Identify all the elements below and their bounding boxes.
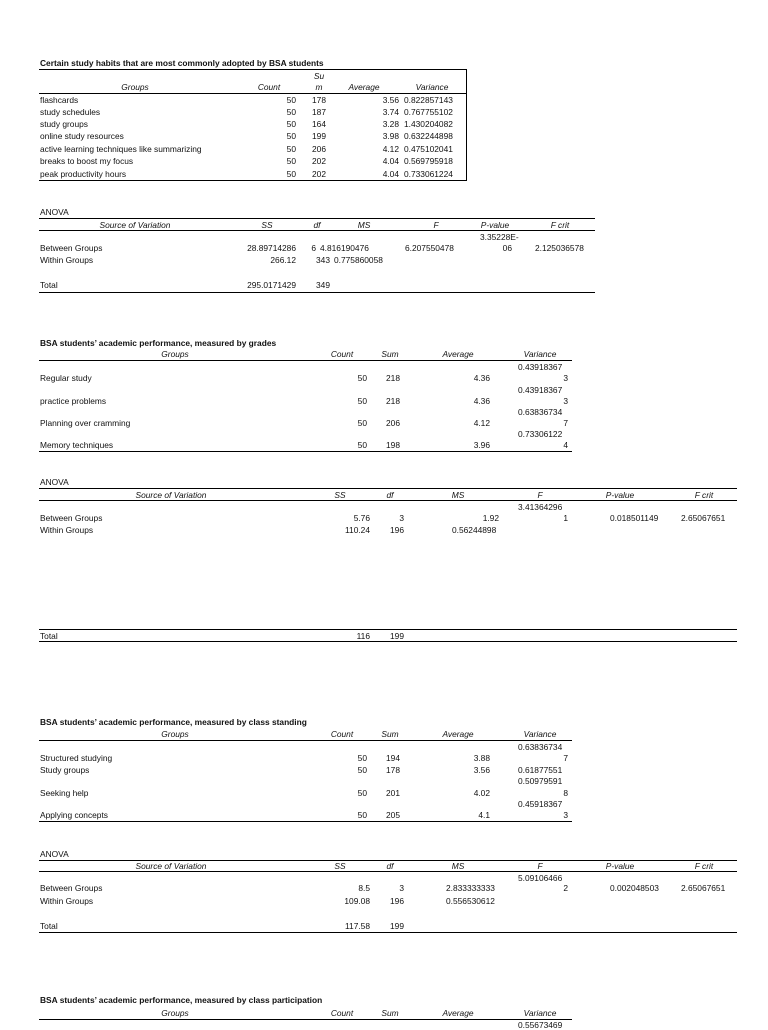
t2-bottom-rule <box>39 451 572 452</box>
t1-row-count: 50 <box>286 107 296 117</box>
a3-within-ms: 0.556530612 <box>446 896 495 906</box>
t1-row-variance: 0.767755102 <box>404 107 453 117</box>
t1-row-average: 4.04 <box>382 169 399 179</box>
t2-header-groups: Groups <box>161 349 189 359</box>
a3-between-df: 3 <box>399 883 404 893</box>
t4-header-average: Average <box>442 1008 474 1018</box>
a1-header-source: Source of Variation <box>99 220 171 230</box>
t1-bottom-rule <box>39 180 467 181</box>
t2-title: BSA students’ academic performance, measured by grades <box>40 338 277 348</box>
t2-row-group: Regular study <box>40 373 92 383</box>
t2-row-variance-part2: 7 <box>563 418 568 428</box>
t2-row-average: 3.96 <box>473 440 490 450</box>
t1-row-variance: 0.569795918 <box>404 156 453 166</box>
a2-header-rule <box>39 500 737 501</box>
a3-total-ss: 117.58 <box>345 921 370 931</box>
a2-header-pvalue: P-value <box>605 490 635 500</box>
t1-row-variance: 1.430204082 <box>404 119 453 129</box>
t2-row-sum: 218 <box>386 373 400 383</box>
t2-row-variance-part2: 4 <box>563 440 568 450</box>
t3-row-group: Study groups <box>40 765 90 775</box>
t1-row-average: 4.12 <box>382 144 399 154</box>
t1-row-sum: 206 <box>312 144 326 154</box>
a2-total-top-rule <box>39 629 737 630</box>
a3-total-label: Total <box>40 921 58 931</box>
t3-row-count: 50 <box>357 810 367 820</box>
t3-header-count: Count <box>330 729 354 739</box>
t2-row-average: 4.36 <box>473 373 490 383</box>
t1-row-group: flashcards <box>40 95 79 105</box>
t3-bottom-rule <box>39 821 572 822</box>
t2-row-variance-part1: 0.63836734 <box>518 407 563 417</box>
a3-header-f: F <box>537 861 543 871</box>
a1-bottom-rule <box>39 292 595 293</box>
t2-row-variance-part2: 3 <box>563 396 568 406</box>
t2-row-count: 50 <box>357 418 367 428</box>
t3-header-variance: Variance <box>523 729 557 739</box>
t1-row-group: breaks to boost my focus <box>40 156 134 166</box>
t2-row-variance-part1: 0.73306122 <box>518 429 563 439</box>
t3-row-group: Structured studying <box>40 753 113 763</box>
t4-header-sum: Sum <box>381 1008 399 1018</box>
a2-total-df: 199 <box>390 631 404 641</box>
t3-row-count: 50 <box>357 753 367 763</box>
t4-header-count: Count <box>330 1008 354 1018</box>
a2-between-label: Between Groups <box>40 513 103 523</box>
a1-between-ms: 4.816190476 <box>320 243 369 253</box>
a1-header-ss: SS <box>261 220 273 230</box>
t3-row-sum: 205 <box>386 810 400 820</box>
t2-header-average: Average <box>442 349 474 359</box>
t3-row-group: Seeking help <box>40 788 89 798</box>
a3-header-ms: MS <box>451 861 465 871</box>
a2-header-ss: SS <box>334 490 346 500</box>
t1-top-rule <box>39 69 467 70</box>
t2-row-variance-part1: 0.43918367 <box>518 385 563 395</box>
t2-row-average: 4.12 <box>473 418 490 428</box>
a1-between-fcrit: 2.125036578 <box>535 243 584 253</box>
a3-header-ss: SS <box>334 861 346 871</box>
t2-row-variance-part1: 0.43918367 <box>518 362 563 372</box>
t4-header-groups: Groups <box>161 1008 189 1018</box>
t2-header-sum: Sum <box>381 349 399 359</box>
a3-between-ms: 2.833333333 <box>446 883 495 893</box>
t1-header-rule <box>39 93 467 94</box>
a2-within-ms: 0.56244898 <box>452 525 497 535</box>
t1-row-variance: 0.733061224 <box>404 169 453 179</box>
t3-variance-line: 3 <box>563 810 568 820</box>
t3-row-count: 50 <box>357 765 367 775</box>
a2-top-rule <box>39 488 737 489</box>
a2-between-ss: 5.76 <box>353 513 370 523</box>
a1-header-f: F <box>433 220 439 230</box>
a3-header-fcrit: F crit <box>694 861 714 871</box>
a3-within-ss: 109.08 <box>344 896 370 906</box>
a2-within-label: Within Groups <box>40 525 94 535</box>
a1-between-df: 6 <box>311 243 316 253</box>
t1-row-variance: 0.632244898 <box>404 131 453 141</box>
a1-label: ANOVA <box>40 207 69 217</box>
a3-header-source: Source of Variation <box>135 861 207 871</box>
a3-within-label: Within Groups <box>40 896 94 906</box>
a3-total-df: 199 <box>390 921 404 931</box>
a1-within-df: 343 <box>316 255 330 265</box>
t1-row-count: 50 <box>286 95 296 105</box>
t1-row-count: 50 <box>286 119 296 129</box>
t4-header-variance: Variance <box>523 1008 557 1018</box>
t3-row-sum: 194 <box>386 753 400 763</box>
a1-within-ss: 266.12 <box>270 255 296 265</box>
a1-header-rule <box>39 230 595 231</box>
a2-between-f-part1: 3.41364296 <box>518 502 563 512</box>
a1-within-label: Within Groups <box>40 255 94 265</box>
a3-between-f-part1: 5.09106466 <box>518 873 563 883</box>
a1-total-ss: 295.0171429 <box>247 280 296 290</box>
t2-header-variance: Variance <box>523 349 557 359</box>
a2-bottom-rule <box>39 641 737 642</box>
a2-header-df: df <box>386 490 394 500</box>
a1-header-fcrit: F crit <box>550 220 570 230</box>
t1-row-count: 50 <box>286 131 296 141</box>
a3-between-ss: 8.5 <box>358 883 370 893</box>
a3-between-fcrit: 2.65067651 <box>681 883 726 893</box>
a3-label: ANOVA <box>40 849 69 859</box>
t1-header-sum-bottom: m <box>315 82 323 92</box>
a2-within-ss: 110.24 <box>345 525 370 535</box>
t3-row-variance: 0.61877551 <box>518 765 563 775</box>
a2-label: ANOVA <box>40 477 69 487</box>
t3-variance-line: 8 <box>563 788 568 798</box>
t1-row-average: 3.56 <box>382 95 399 105</box>
a3-bottom-rule <box>39 932 737 933</box>
a1-between-ss: 28.89714286 <box>247 243 296 253</box>
t1-row-average: 3.28 <box>382 119 399 129</box>
t1-row-count: 50 <box>286 144 296 154</box>
a2-total-ss: 116 <box>356 631 370 641</box>
t2-header-rule <box>39 360 572 361</box>
a3-header-pvalue: P-value <box>605 861 635 871</box>
a3-between-f-part2: 2 <box>563 883 568 893</box>
t1-row-group: peak productivity hours <box>40 169 127 179</box>
a3-between-pvalue: 0.002048503 <box>610 883 659 893</box>
t4-title: BSA students’ academic performance, measured by class participation <box>40 995 323 1005</box>
t1-row-variance: 0.822857143 <box>404 95 453 105</box>
t1-row-sum: 202 <box>312 169 326 179</box>
t1-row-count: 50 <box>286 156 296 166</box>
a1-header-pvalue: P-value <box>480 220 510 230</box>
t1-row-group: study schedules <box>40 107 101 117</box>
a3-within-df: 196 <box>390 896 404 906</box>
t1-header-average: Average <box>348 82 380 92</box>
a2-header-ms: MS <box>451 490 465 500</box>
a1-between-f: 6.207550478 <box>405 243 454 253</box>
t1-row-average: 3.98 <box>382 131 399 141</box>
a1-between-pvalue-part1: 3.35228E- <box>480 232 519 242</box>
t2-row-group: Planning over cramming <box>40 418 131 428</box>
t3-row-sum: 178 <box>386 765 400 775</box>
a2-header-f: F <box>537 490 543 500</box>
a2-within-df: 196 <box>390 525 404 535</box>
t1-row-sum: 187 <box>312 107 326 117</box>
t1-row-group: study groups <box>40 119 88 129</box>
t2-row-sum: 206 <box>386 418 400 428</box>
t1-row-sum: 178 <box>312 95 326 105</box>
a3-header-rule <box>39 871 737 872</box>
a1-between-pvalue-part2: 06 <box>502 243 512 253</box>
t2-row-count: 50 <box>357 396 367 406</box>
a1-between-label: Between Groups <box>40 243 103 253</box>
a2-between-df: 3 <box>399 513 404 523</box>
a2-between-f-part2: 1 <box>563 513 568 523</box>
t2-row-count: 50 <box>357 440 367 450</box>
t1-header-count: Count <box>257 82 281 92</box>
t1-row-sum: 164 <box>312 119 326 129</box>
t3-header-average: Average <box>442 729 474 739</box>
t1-row-variance: 0.475102041 <box>404 144 453 154</box>
a2-between-pvalue: 0.018501149 <box>610 513 659 523</box>
a1-total-df: 349 <box>316 280 330 290</box>
a1-header-df: df <box>313 220 321 230</box>
t3-row-average: 3.88 <box>473 753 490 763</box>
t2-row-group: practice problems <box>40 396 107 406</box>
t1-row-sum: 199 <box>312 131 326 141</box>
t4-header-rule <box>39 1019 572 1020</box>
t2-row-sum: 218 <box>386 396 400 406</box>
t3-row-average: 4.1 <box>478 810 490 820</box>
t3-row-group: Applying concepts <box>40 810 108 820</box>
t3-header-groups: Groups <box>161 729 189 739</box>
t3-variance-line: 0.45918367 <box>518 799 563 809</box>
a3-header-df: df <box>386 861 394 871</box>
t1-header-sum-top: Su <box>313 71 325 81</box>
t3-title: BSA students’ academic performance, measured by class standing <box>40 717 307 727</box>
t3-row-average: 4.02 <box>473 788 490 798</box>
t3-header-rule <box>39 740 572 741</box>
t1-row-group: online study resources <box>40 131 124 141</box>
a2-between-fcrit: 2.65067651 <box>681 513 726 523</box>
t1-row-group: active learning techniques like summarizing <box>40 144 202 154</box>
t2-row-average: 4.36 <box>473 396 490 406</box>
t1-row-average: 3.74 <box>382 107 399 117</box>
t3-row-average: 3.56 <box>473 765 490 775</box>
t1-header-groups: Groups <box>121 82 149 92</box>
t3-row-sum: 201 <box>386 788 400 798</box>
t4-variance-partial: 0.55673469 <box>518 1020 563 1030</box>
a3-between-label: Between Groups <box>40 883 103 893</box>
t3-variance-line: 0.50979591 <box>518 776 563 786</box>
t1-header-variance: Variance <box>415 82 449 92</box>
a1-header-ms: MS <box>357 220 371 230</box>
t2-row-count: 50 <box>357 373 367 383</box>
a2-header-fcrit: F crit <box>694 490 714 500</box>
t3-row-count: 50 <box>357 788 367 798</box>
a1-top-rule <box>39 218 595 219</box>
t3-variance-line: 7 <box>563 753 568 763</box>
a2-between-ms: 1.92 <box>482 513 499 523</box>
t1-row-sum: 202 <box>312 156 326 166</box>
a1-within-ms: 0.775860058 <box>334 255 383 265</box>
t1-row-average: 4.04 <box>382 156 399 166</box>
t3-variance-line: 0.63836734 <box>518 742 563 752</box>
t2-row-group: Memory techniques <box>40 440 114 450</box>
a2-header-source: Source of Variation <box>135 490 207 500</box>
t1-row-count: 50 <box>286 169 296 179</box>
t1-right-border <box>466 69 467 180</box>
t2-header-count: Count <box>330 349 354 359</box>
a2-total-label: Total <box>40 631 58 641</box>
t2-row-sum: 198 <box>386 440 400 450</box>
t1-title: Certain study habits that are most commonly adopted by BSA students <box>40 58 324 68</box>
t2-row-variance-part2: 3 <box>563 373 568 383</box>
a1-total-label: Total <box>40 280 58 290</box>
t3-header-sum: Sum <box>381 729 399 739</box>
